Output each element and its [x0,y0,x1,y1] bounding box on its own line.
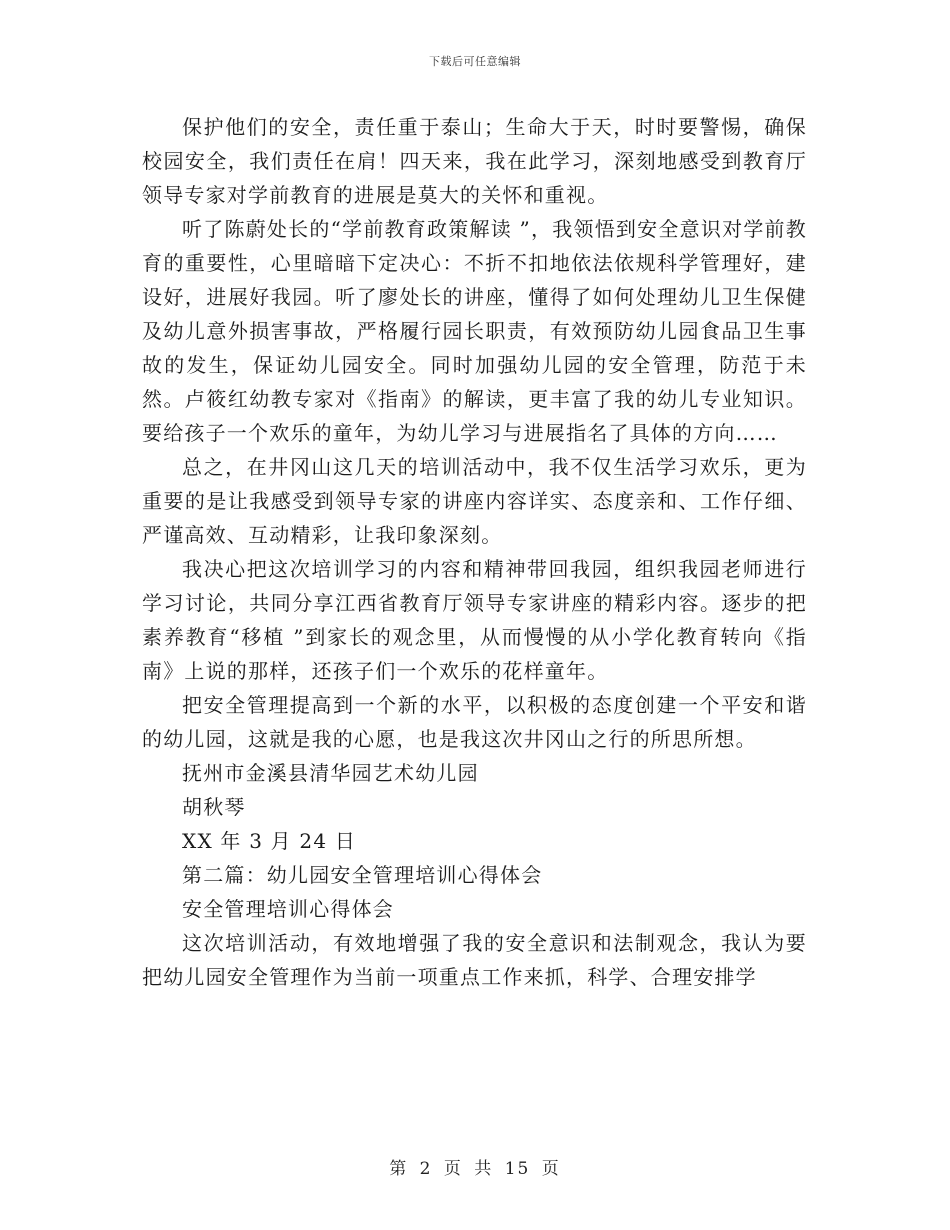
section-paragraph: 这次培训活动，有效地增强了我的安全意识和法制观念，我认为要把幼儿园安全管理作为当前一项重点工作来抓，科学、合理安排学 [142,931,807,989]
signature-date: XX 年 3 月 24 日 [182,829,357,853]
body-paragraph-3: 总之，在井冈山这几天的培训活动中，我不仅生活学习欢乐，更为重要的是让我感受到领导专家的讲座内容详实、态度亲和、工作仔细、严谨高效、互动精彩，让我印象深刻。 [142,455,807,547]
body-paragraph-4: 我决心把这次培训学习的内容和精神带回我园，组织我园老师进行学习讨论，共同分享江西省教育厅领导专家讲座的精彩内容。逐步的把素养教育“移植 ”到家长的观念里，从而慢慢的从小学化教育转向《指南》上说的那样，还孩子们一个欢乐的花样童年。 [142,557,807,683]
page-header-note: 下载后可任意编辑 [429,55,521,68]
section-title: 第二篇：幼儿园安全管理培训心得体会 [182,863,543,887]
signature-organization: 抚州市金溪县清华园艺术幼儿园 [182,761,479,785]
page-number: 第 2 页 共 15 页 [389,1159,561,1179]
body-paragraph-1: 保护他们的安全，责任重于泰山；生命大于天，时时要警惕，确保校园安全，我们责任在肩！四天来，我在此学习，深刻地感受到教育厅领导专家对学前教育的进展是莫大的关怀和重视。 [142,115,807,207]
body-paragraph-5: 把安全管理提高到一个新的水平，以积极的态度创建一个平安和谐的幼儿园，这就是我的心愿，也是我这次井冈山之行的所思所想。 [142,693,807,751]
section-subtitle: 安全管理培训心得体会 [182,897,394,921]
body-paragraph-2: 听了陈蔚处长的“学前教育政策解读 ”，我领悟到安全意识对学前教育的重要性，心里暗暗下定决心：不折不扣地依法依规科学管理好，建设好，进展好我园。听了廖处长的讲座，懂得了如何处理幼儿卫生保健及幼儿意外损害事故，严格履行园长职责，有效预防幼儿园食品卫生事故的发生，保证幼儿园安全。同时加强幼儿园的安全管理，防范于未然。卢筱红幼教专家对《指南》的解读，更丰富了我的幼儿专业知识。要给孩子一个欢乐的童年，为幼儿学习与进展指名了具体的方向…… [142,217,807,445]
document-body [142,110,807,994]
signature-name: 胡秋琴 [182,795,246,819]
